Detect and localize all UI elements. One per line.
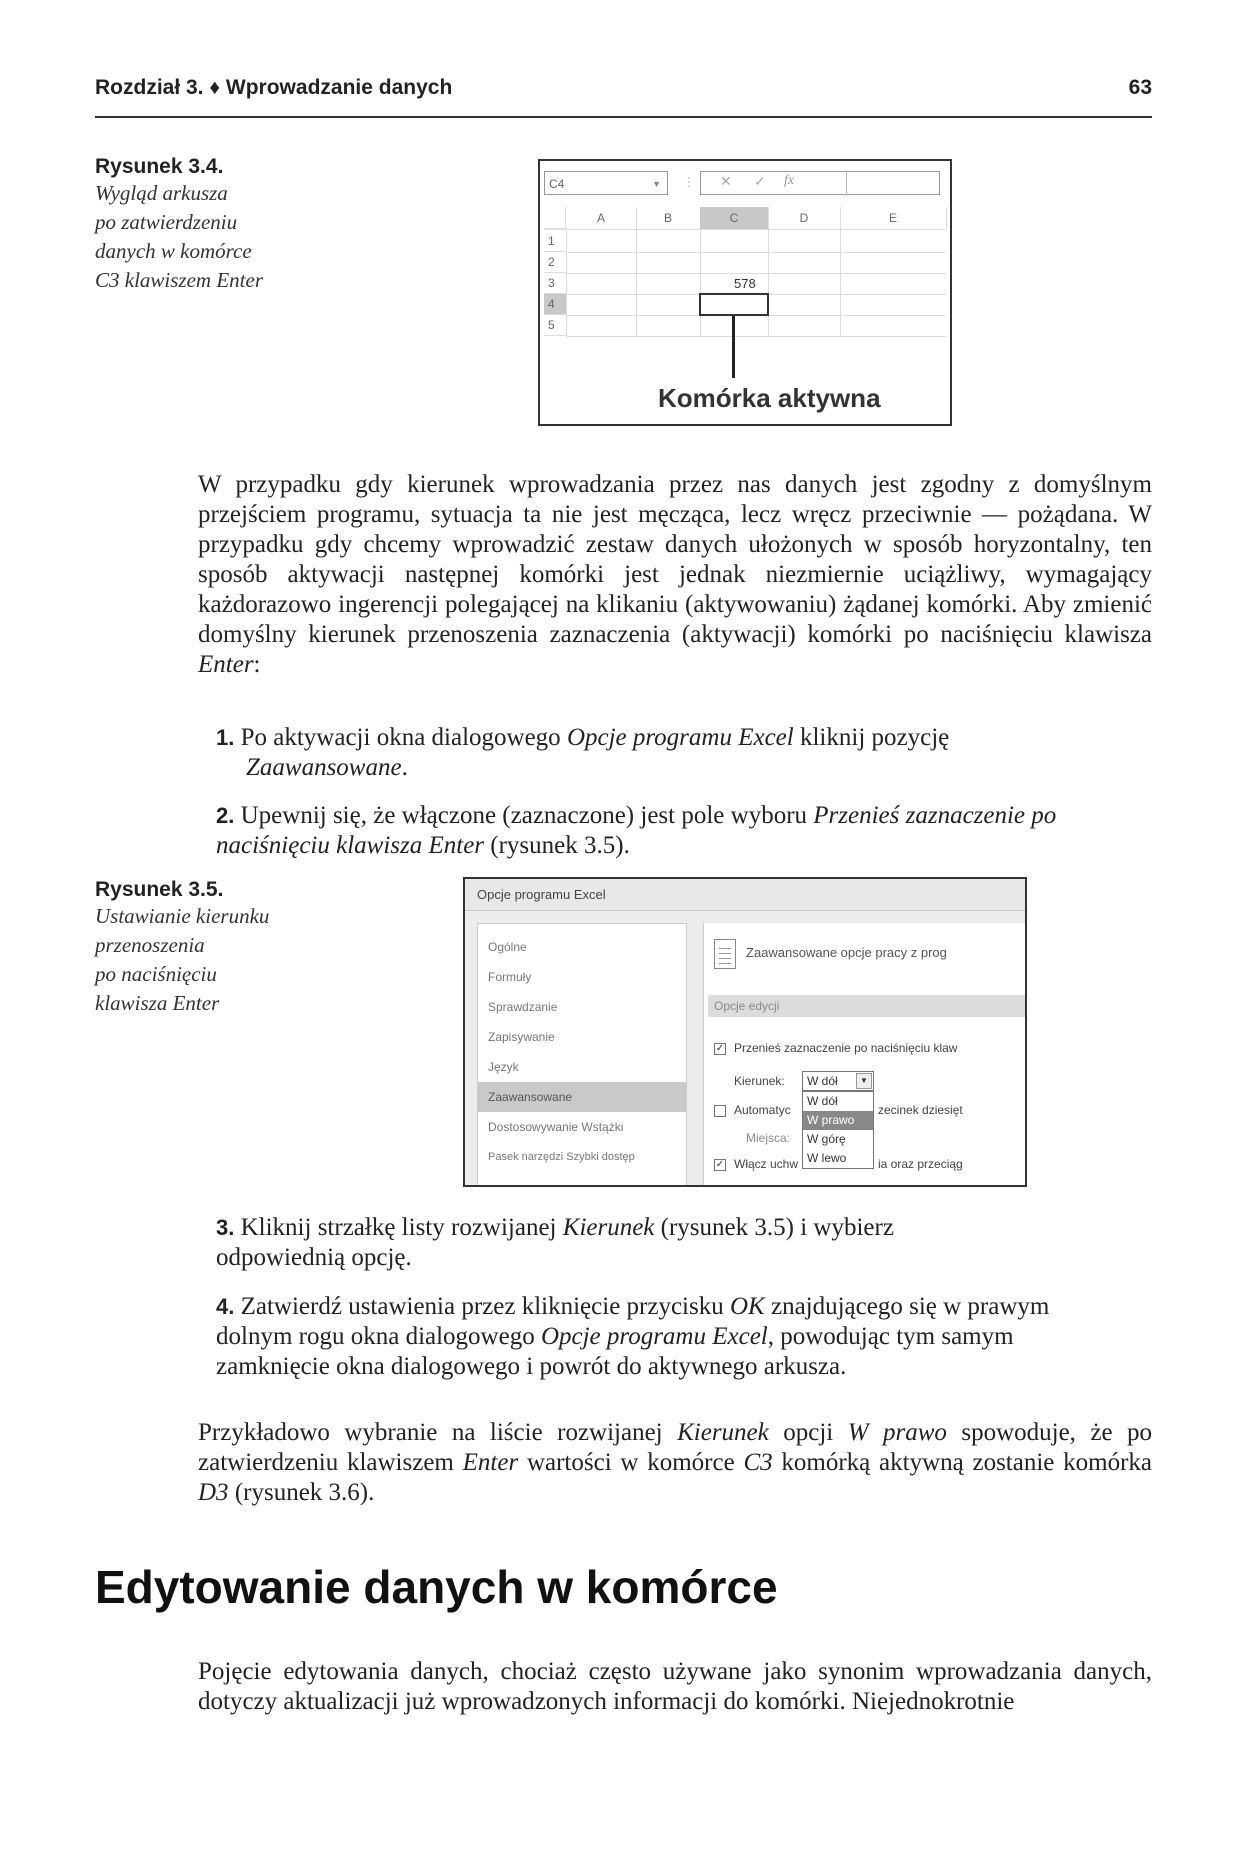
row-header-3[interactable]: 3 — [544, 273, 566, 294]
row-header-1[interactable]: 1 — [544, 231, 566, 252]
paragraph-text: opcji — [783, 1419, 834, 1446]
figure-3-4-caption-line: C3 klawiszem Enter — [95, 268, 263, 292]
step-text: znajdującego się w prawym dolnym rogu okna dialogowego — [216, 1293, 1050, 1350]
grid-line — [840, 229, 841, 337]
cell-c3-value[interactable]: 578 — [734, 276, 756, 291]
step-text: kliknij pozycję — [799, 724, 950, 751]
grid-line — [636, 229, 637, 337]
figure-3-4-caption-title: Rysunek 3.4. — [95, 155, 224, 178]
nav-item-quick-access[interactable]: Pasek narzędzi Szybki dostęp — [488, 1151, 635, 1163]
more-options-icon: ⋮ — [683, 175, 695, 189]
paragraph-emph: D3 — [198, 1479, 229, 1506]
paragraph-text: wartości w komórce — [526, 1449, 735, 1476]
paragraph-emph: W prawo — [847, 1419, 947, 1446]
document-icon — [714, 939, 736, 969]
step-number: 1. — [216, 725, 235, 750]
grid-line — [566, 336, 946, 337]
step-number: 2. — [216, 803, 235, 828]
direction-label: Kierunek: — [734, 1074, 785, 1088]
direction-dropdown-list — [802, 1091, 874, 1169]
row-header-2[interactable]: 2 — [544, 252, 566, 273]
figure-3-4-caption-line: danych w komórce — [95, 239, 252, 263]
step-number: 3. — [216, 1215, 235, 1240]
name-box-value: C4 — [549, 177, 565, 191]
nav-item-proofing[interactable]: Sprawdzanie — [488, 1000, 558, 1014]
page-number: 63 — [1128, 76, 1152, 99]
nav-item-save[interactable]: Zapisywanie — [488, 1030, 555, 1044]
chevron-down-icon[interactable]: ▼ — [856, 1073, 872, 1089]
figure-3-4-caption-line: Wygląd arkusza — [95, 181, 228, 205]
figure-3-5-caption-title: Rysunek 3.5. — [95, 878, 224, 901]
paragraph-emph: Enter — [462, 1449, 519, 1476]
intro-paragraph: W przypadku gdy kierunek wprowadzania przez nas danych jest zgodny z domyślnym przejściem programu, sytuacja ta nie jest męcząca, lecz wręcz przeciwnie — pożądana. W przypadku gdy chcemy wprowadzić zestaw danych ułożonych w sposób horyzontalny, ten sposób aktywacji następnej komórki jest jednak niezmiernie uciążliwy, wymagający każdorazowo ingerencji polegającej na klikaniu (aktywowaniu) żądanej komórki. Aby zmienić domyślny kierunek przenoszenia zaznaczenia (aktywacji) komórki po naciśnięciu klawisza Enter: — [198, 471, 1152, 678]
step-emph: OK — [729, 1293, 765, 1320]
cancel-icon[interactable]: ✕ — [720, 175, 732, 190]
formula-bar[interactable] — [700, 171, 940, 195]
check-icon[interactable]: ✓ — [754, 175, 766, 190]
direction-combo[interactable] — [802, 1071, 874, 1091]
column-header-a[interactable]: A — [566, 207, 637, 229]
grid-line — [768, 229, 769, 337]
paragraph-emph: C3 — [743, 1449, 773, 1476]
dropdown-option-left[interactable]: W lewo — [807, 1151, 847, 1165]
figure-3-5-caption-line: po naciśnięciu — [95, 962, 217, 986]
column-header-e[interactable]: E — [840, 207, 947, 229]
step-4 — [216, 1292, 1116, 1382]
figure-3-5-excel-options-dialog — [463, 877, 1027, 1187]
move-selection-label: Przenieś zaznaczenie po naciśnięciu klaw — [734, 1041, 958, 1055]
step-text: Kliknij strzałkę listy rozwijanej — [240, 1214, 557, 1241]
running-header — [95, 76, 1152, 118]
figure-3-5-caption-line: Ustawianie kierunku — [95, 904, 270, 928]
step-text: Upewnij się, że włączone (zaznaczone) jest pole wyboru — [240, 802, 808, 829]
step-number: 4. — [216, 1294, 235, 1319]
step-emph: Opcje programu Excel — [540, 1323, 768, 1350]
dropdown-option-up[interactable]: W górę — [807, 1132, 846, 1146]
nav-item-language[interactable]: Język — [488, 1060, 519, 1074]
grid-line — [544, 229, 946, 230]
section-edit-options: Opcje edycji — [708, 995, 1027, 1017]
step-1: 1. Po aktywacji okna dialogowego Opcje programu Excel kliknij pozycję Zaawansowane. — [216, 724, 950, 781]
figure-3-4-caption-line: po zatwierdzeniu — [95, 210, 238, 234]
auto-decimal-label-tail: zecinek dziesięt — [878, 1103, 963, 1117]
figure-3-4-caption — [95, 155, 315, 295]
figure-3-4-excel-screenshot — [538, 159, 952, 426]
column-header-b[interactable]: B — [636, 207, 701, 229]
fill-handle-label-tail: ia oraz przeciąg — [878, 1157, 963, 1171]
step-text: , powodując tym samym zamknięcie okna dialogowego i powrót do aktywnego arkusza. — [216, 1323, 1014, 1380]
dropdown-option-down[interactable]: W dół — [807, 1094, 838, 1108]
section-heading: Edytowanie danych w komórce — [95, 1561, 778, 1613]
auto-decimal-checkbox[interactable] — [714, 1105, 726, 1117]
fill-handle-checkbox[interactable]: ✓ — [715, 1159, 725, 1170]
grid-line — [566, 273, 946, 274]
advanced-options-panel — [703, 923, 1027, 1187]
grid-line — [566, 252, 946, 253]
direction-combo-value: W dół — [807, 1074, 838, 1088]
last-paragraph: Pojęcie edytowania danych, chociaż często używane jako synonim wprowadzania danych, dotyczy aktualizacji już wprowadzonych informacji do komórki. Niejednokrotnie — [198, 1658, 1152, 1715]
nav-item-advanced[interactable]: Zaawansowane — [478, 1082, 686, 1112]
figure-3-5-caption-line: klawisza Enter — [95, 991, 220, 1015]
dialog-body — [465, 911, 1025, 1185]
column-header-c[interactable]: C — [700, 207, 769, 229]
places-label: Miejsca: — [746, 1131, 791, 1145]
auto-decimal-label: Automatyc — [734, 1103, 791, 1117]
row-header-4[interactable]: 4 — [544, 294, 566, 315]
grid-line — [700, 229, 701, 337]
dialog-title: Opcje programu Excel — [465, 879, 1025, 911]
options-nav — [477, 923, 687, 1187]
figure-3-5-caption — [95, 878, 355, 1018]
fill-handle-label: Włącz uchw — [734, 1157, 799, 1171]
callout-pointer — [732, 316, 735, 378]
advanced-title: Zaawansowane opcje pracy z prog — [746, 945, 947, 960]
paragraph-text: Przykładowo wybranie na liście rozwijanej — [198, 1419, 663, 1446]
nav-item-formulas[interactable]: Formuły — [488, 970, 532, 984]
nav-item-customize-ribbon[interactable]: Dostosowywanie Wstążki — [488, 1120, 624, 1134]
nav-item-general[interactable]: Ogólne — [488, 940, 527, 954]
step-emph: Przenieś zaznaczenie po naciśnięciu klawisza Enter — [216, 802, 1057, 859]
row-header-5[interactable]: 5 — [544, 315, 566, 336]
step-text: (rysunek 3.5) i wybierz odpowiednią opcję. — [216, 1214, 894, 1271]
step-3 — [216, 1213, 976, 1273]
active-cell-c4[interactable] — [699, 293, 769, 316]
active-cell-callout: Komórka aktywna — [658, 383, 881, 413]
select-all-corner[interactable] — [544, 207, 566, 229]
chapter-title: Rozdział 3. ♦ Wprowadzanie danych — [95, 76, 453, 99]
intro-paragraph-enter: Enter — [198, 651, 254, 678]
step-emph: Opcje programu Excel — [566, 724, 794, 751]
step-text: Po aktywacji okna dialogowego — [240, 724, 561, 751]
step-emph: Kierunek — [562, 1214, 655, 1241]
dropdown-option-right[interactable]: W prawo — [803, 1111, 873, 1130]
formula-bar-divider — [846, 171, 847, 195]
fx-icon[interactable]: fx — [784, 173, 795, 188]
figure-3-5-caption-line: przenoszenia — [95, 933, 205, 957]
chevron-down-icon[interactable]: ▼ — [652, 179, 661, 189]
name-box[interactable] — [544, 171, 668, 195]
step-text: Zatwierdź ustawienia przez kliknięcie przycisku — [240, 1293, 724, 1320]
move-selection-checkbox[interactable]: ✓ — [715, 1043, 725, 1054]
step-2 — [216, 801, 1152, 861]
grid-line — [566, 229, 567, 337]
paragraph-emph: Kierunek — [677, 1419, 769, 1446]
paragraph-text: (rysunek 3.6). — [234, 1479, 375, 1506]
step-emph: Zaawansowane — [246, 754, 402, 781]
paragraph-text: spowoduje, że po zatwierdzeniu klawiszem — [198, 1419, 1153, 1476]
paragraph-text: komórką aktywną zostanie komórka — [781, 1449, 1153, 1476]
intro-paragraph-text: W przypadku gdy kierunek wprowadzania przez nas danych jest zgodny z domyślnym przejściem programu, sytuacja ta nie jest męcząca, lecz wręcz przeciwnie — pożądana. W przypadku gdy chcemy wprowadzić zestaw danych ułożonych w sposób horyzontalny, ten sposób aktywacji następnej komórki jest jednak niezmiernie uciążliwy, wymagający każdorazowo ingerencji polegającej na klikaniu (aktywowaniu) żądanej komórki. Aby zmienić domyślny kierunek przenoszenia zaznaczenia (aktywacji) komórki po naciśnięciu klawisza — [198, 471, 1152, 648]
step-text: (rysunek 3.5). — [490, 832, 630, 859]
column-header-d[interactable]: D — [768, 207, 841, 229]
example-paragraph — [198, 1418, 1152, 1508]
